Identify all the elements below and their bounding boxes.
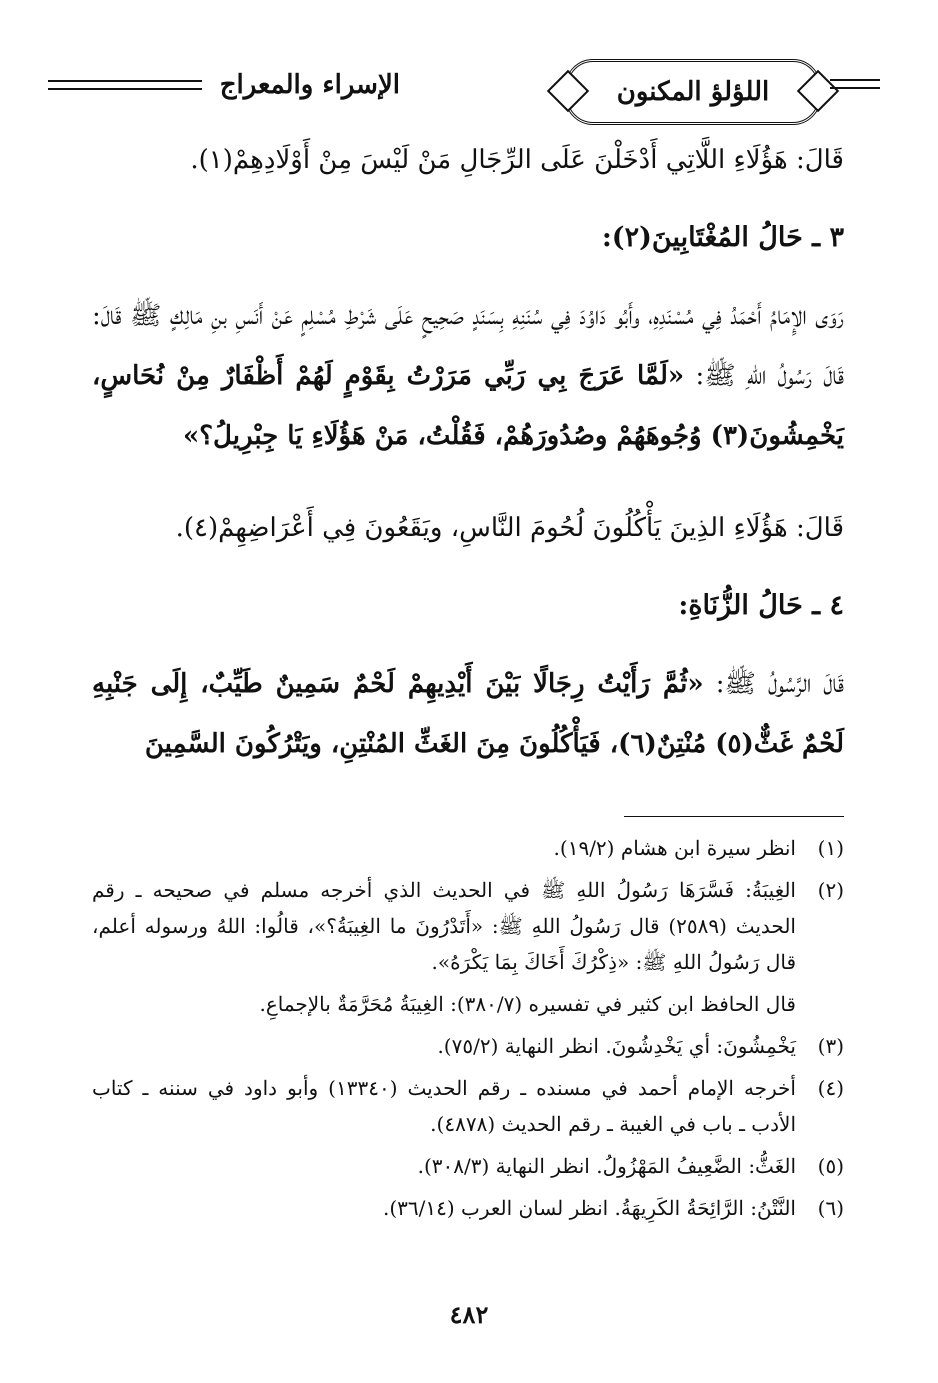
book-title: اللؤلؤ المكنون <box>616 77 770 107</box>
paragraph-2-intro: رَوَى الإِمَامُ أَحْمَدُ فِي مُسْنَدِهِ، وأَبُو دَاوُدَ فِي سُنَنِهِ بِسَنَدٍ صَحِيحٍ عَلَى شَرْطِ مُسْلِمٍ عَنْ أَنَسِ بنِ مَالِكٍ ﷺ قَالَ: قَالَ رَسُولُ اللهِ ﷺ: <box>92 301 845 391</box>
paragraph-3: قَالَ: هَؤُلَاءِ الذِينَ يَأْكُلُونَ لُحُومَ النَّاسِ، ويَقَعُونَ فِي أَعْرَاضِهِمْ(٤). <box>175 513 844 543</box>
footnote-text: النَّتْنُ: الرَّائِحَةُ الكَرِيهَةُ. انظر لسان العرب (٣٦/١٤). <box>382 1196 796 1220</box>
footnote-number: (٦) <box>817 1196 844 1220</box>
chapter-header <box>40 55 400 115</box>
page-header <box>40 55 898 125</box>
footnote-number: (٣) <box>817 1034 844 1058</box>
footnote-2 <box>92 872 844 1022</box>
section-heading-3: ٣ ـ حَالُ المُغْتَابِينَ(٢): <box>601 222 844 253</box>
footnote-text: انظر سيرة ابن هشام (١٩/٢). <box>553 836 796 860</box>
footnote-number: (٥) <box>817 1154 844 1178</box>
main-text <box>92 130 844 774</box>
header-rule <box>48 80 202 90</box>
paragraph-4-intro: قَالَ الرَّسُولُ ﷺ: <box>715 669 844 699</box>
footnote-number: (٤) <box>817 1076 844 1100</box>
paragraph-4-hadith: «ثُمَّ رَأَيْتُ رِجَالًا بَيْنَ أَيْدِيهِمْ لَحْمٌ سَمِينٌ طَيِّبٌ، إِلَى جَنْبِهِ لَحْمٌ غَثٌّ(٥) مُنْتِنٌ(٦)، فَيَأْكُلُونَ مِنَ الغَثِّ المُنْتِنِ، ويَتْرُكُونَ السَّمِينَ <box>92 669 844 759</box>
header-rule-right <box>830 79 880 89</box>
book-title-cartouche <box>565 59 821 125</box>
page-number: ٤٨٢ <box>449 1300 489 1329</box>
footnote-text: أخرجه الإمام أحمد في مسنده ـ رقم الحديث (١٣٣٤٠) وأبو داود في سننه ـ كتاب الأدب ـ باب في الغيبة ـ رقم الحديث (٤٨٧٨). <box>92 1076 796 1136</box>
paragraph-2-hadith: «لَمَّا عَرَجَ بِي رَبِّي مَرَرْتُ بِقَوْمٍ لَهُمْ أَظْفَارٌ مِنْ نُحَاسٍ، يَخْمِشُونَ(٣) وُجُوهَهُمْ وصُدُورَهُمْ، فَقُلْتُ، مَنْ هَؤُلَاءِ يَا جِبْرِيلُ؟» <box>92 361 844 451</box>
footnote-text: الغِيبَةُ: فَسَّرَهَا رَسُولُ اللهِ ﷺ في الحديث الذي أخرجه مسلم في صحيحه ـ رقم الحديث (٢٥٨٩) قال رَسُولُ اللهِ ﷺ: «أَتَدْرُونَ ما الغِيبَةُ؟»، قالُوا: اللهُ ورسوله أعلم، قال رَسُولُ اللهِ ﷺ: «ذِكْرُكَ أَخَاكَ بِمَا يَكْرَهُ». <box>92 878 796 974</box>
footnote-5 <box>92 1148 844 1184</box>
footnote-4 <box>92 1070 844 1142</box>
paragraph-2 <box>92 286 844 466</box>
footnote-6 <box>92 1190 844 1226</box>
footnotes <box>92 830 844 1232</box>
paragraph-1: قَالَ: هَؤُلَاءِ اللَّاتِي أَدْخَلْنَ عَلَى الرِّجَالِ مَنْ لَيْسَ مِنْ أَوْلَادِهِمْ(١). <box>190 145 844 175</box>
footnote-3 <box>92 1028 844 1064</box>
footnote-number: (٢) <box>817 878 844 902</box>
section-heading-4: ٤ ـ حَالُ الزُّنَاةِ: <box>678 590 844 621</box>
paragraph-4 <box>92 654 844 774</box>
footnote-text: الغَثُّ: الضَّعِيفُ المَهْزُولُ. انظر النهاية (٣٠٨/٣). <box>417 1154 796 1178</box>
footnote-number: (١) <box>817 836 844 860</box>
footnote-text: يَخْمِشُونَ: أي يَخْدِشُونَ. انظر النهاية (٧٥/٢). <box>437 1034 796 1058</box>
footnote-1 <box>92 830 844 866</box>
footnote-divider <box>624 816 844 817</box>
footnote-extra: قال الحافظ ابن كثير في تفسيره (٣٨٠/٧): الغِيبَةُ مُحَرَّمَةٌ بالإجماعِ. <box>259 992 796 1016</box>
chapter-title: الإسراء والمعراج <box>219 70 400 100</box>
